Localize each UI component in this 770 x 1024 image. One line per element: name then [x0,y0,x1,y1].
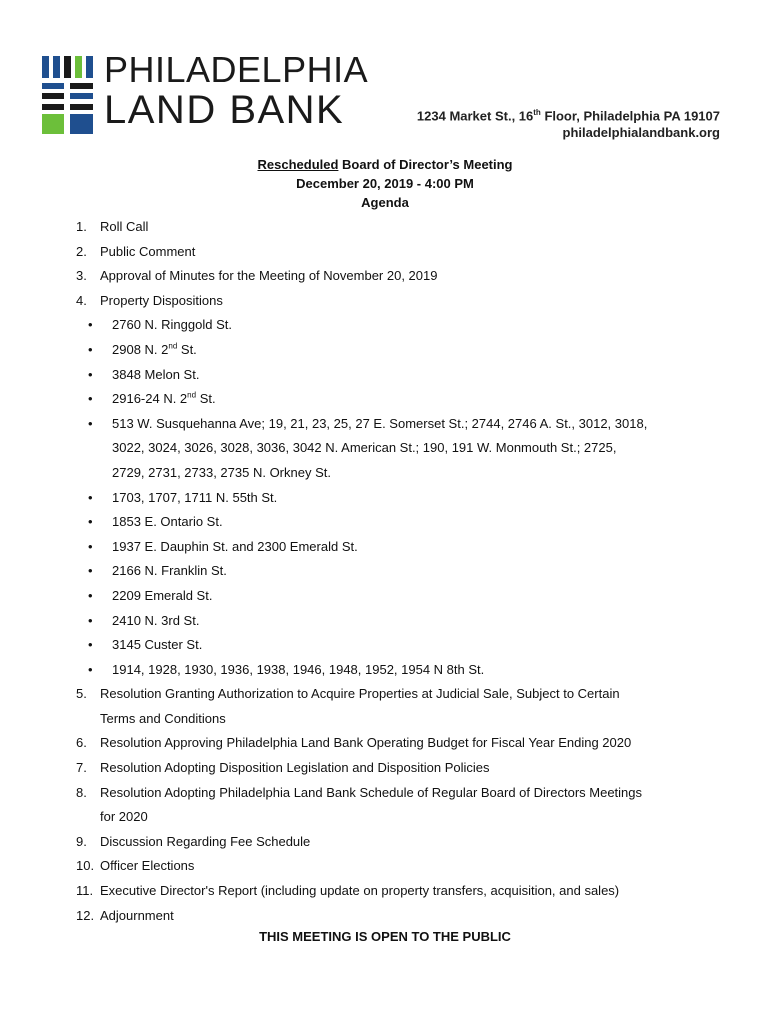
property-item: • 2908 N. 2nd St. [88,341,197,357]
street-address: 1234 Market St., 16th Floor, Philadelphia PA 19107 [416,108,720,124]
agenda-list [76,215,716,928]
property-item: • 2760 N. Ringgold St. [88,317,232,333]
agenda-item: 1. Roll Call [76,219,149,234]
property-item: • 3145 Custer St. [88,637,203,653]
agenda-label: Agenda [361,195,409,210]
agenda-item: 8. Resolution Adopting Philadelphia Land Bank Schedule of Regular Board of Directors Meetings for 2020 [76,784,643,825]
meeting-heading [0,155,770,212]
agenda-item: 6. Resolution Approving Philadelphia Land Bank Operating Budget for Fiscal Year Ending 2020 [76,735,632,751]
meeting-date: December 20, 2019 - 4:00 PM [296,176,474,191]
property-item: • 2410 N. 3rd St. [88,612,200,628]
agenda-item: 10. Officer Elections [76,858,195,874]
agenda-item: 12. Adjournment [76,907,174,923]
logo-line-philadelphia: PHILADELPHIA [104,49,369,90]
agenda-item: 3. Approval of Minutes for the Meeting of November 20, 2019 [76,268,438,284]
agenda-item: 7. Resolution Adopting Disposition Legislation and Disposition Policies [76,760,490,776]
agenda-item: 9. Discussion Regarding Fee Schedule [76,833,311,849]
land-bank-logo-mark [42,56,94,134]
property-item: • 2209 Emerald St. [88,587,213,603]
property-item: • 1853 E. Ontario St. [88,514,223,530]
property-item: • 1914, 1928, 1930, 1936, 1938, 1946, 1948, 1952, 1954 N 8th St. [88,661,485,677]
property-item: • 2916-24 N. 2nd St. [88,390,216,407]
agenda-item: 5. Resolution Granting Authorization to Acquire Properties at Judicial Sale, Subject to Certain Terms and Conditions [76,686,620,726]
property-item: • 1937 E. Dauphin St. and 2300 Emerald St. [88,538,358,554]
logo-line-land-bank: LAND BANK [104,88,345,132]
website: philadelphialandbank.org [562,125,720,141]
address-block [417,104,720,141]
agenda-item: 4. Property Dispositions [76,292,223,308]
agenda-item: 11. Executive Director's Report (including update on property transfers, acquisition, and sales) [76,883,620,899]
property-item: • 2166 N. Franklin St. [88,563,227,579]
property-item: • 3848 Melon St. [88,366,200,382]
meeting-title: Rescheduled Board of Director’s Meeting [257,157,513,172]
property-item: • 513 W. Susquehanna Ave; 19, 21, 23, 25, 27 E. Somerset St.; 2744, 2746 A. St., 3012, 3018, 3022, 3024, 3026, 3028, 3036, 3042 N. American St.; 190, 191 W. Monmouth St.; 2725, 2729, 2731, 2733, 2735 N. Orkney St. [88,415,648,480]
land-bank-logo-text [104,49,369,132]
public-notice: THIS MEETING IS OPEN TO THE PUBLIC [259,929,511,944]
property-item: • 1703, 1707, 1711 N. 55th St. [88,489,278,505]
agenda-item: 2. Public Comment [76,243,196,259]
